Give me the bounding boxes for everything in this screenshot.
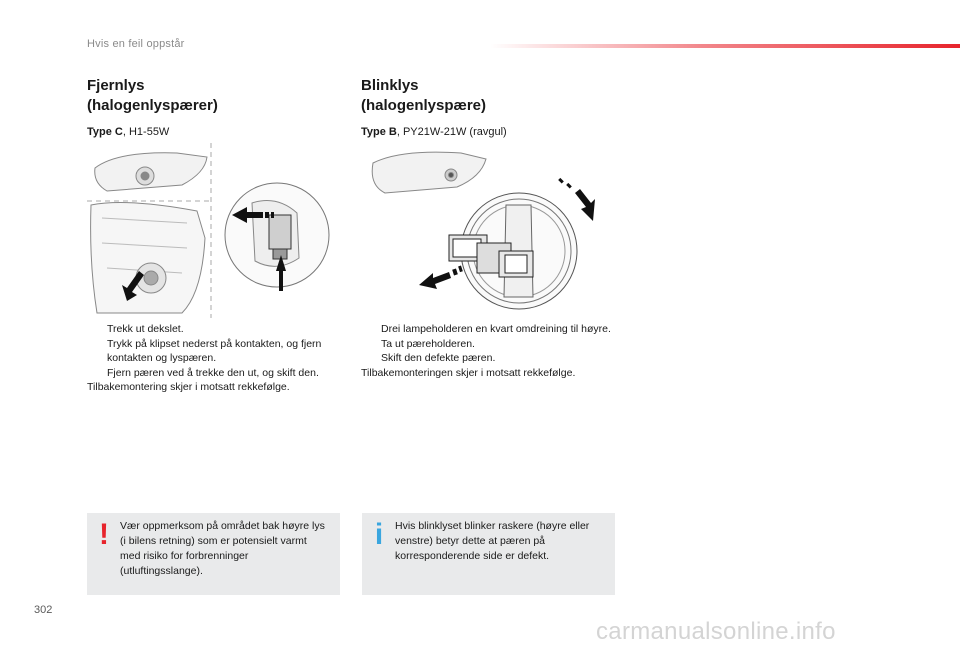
step-item [87,322,342,337]
indicator-illustration [361,143,611,318]
info-note [362,513,615,595]
title-line-1: Fjernlys [87,77,145,94]
info-icon: i [374,518,384,551]
step-text: Fjern pæren ved å trekke den ut, og skift den. [107,366,319,379]
info-text: Hvis blinklyset blinker raskere (høyre eller venstre) betyr dette at pæren på korresponderende side er defekt. [395,520,590,562]
step-item [87,366,342,381]
bulb-type-spec: , H1-55W [122,126,170,138]
step-text: Skift den defekte pæren. [381,352,496,364]
title-line-1: Blinklys [361,77,419,94]
step-text: Trykk på klipset nederst på kontakten, og fjern kontakten og lyspæren. [107,337,322,364]
section-high-beam [87,76,342,138]
step-item [87,337,342,366]
bulb-type-line [361,126,616,138]
step-text: Ta ut pæreholderen. [381,337,475,350]
high-beam-steps [87,322,342,395]
title-line-2: (halogenlyspære) [361,97,487,114]
bulb-type-line [87,126,342,138]
section-indicator [361,76,616,138]
title-line-2: (halogenlyspærer) [87,97,218,114]
header-accent-bar [490,44,960,48]
warning-icon: ! [99,518,109,551]
bulb-type-spec: , PY21W-21W (ravgul) [396,126,507,138]
step-item [361,351,616,366]
step-text: Drei lampeholderen en kvart omdreining til høyre. [381,323,611,335]
reassembly-note: Tilbakemonteringen skjer i motsatt rekkefølge. [361,366,576,379]
high-beam-illustration [87,143,337,318]
warning-text: Vær oppmerksom på området bak høyre lys (i bilens retning) som er potensielt varmt med risiko for forbrenninger (utluftingsslange). [120,520,325,577]
bulb-type-label: Type C [87,126,123,138]
warning-note [87,513,340,595]
step-text: Trekk ut dekslet. [107,323,184,335]
indicator-steps [361,322,616,380]
header-title: Hvis en feil oppstår [87,38,185,50]
section-title-high-beam [87,76,342,116]
page-number: 302 [34,604,53,616]
step-item [361,322,616,337]
step-item [361,337,616,352]
bulb-type-label: Type B [361,126,397,138]
reassembly-note: Tilbakemontering skjer i motsatt rekkefølge. [87,381,290,393]
section-title-indicator [361,76,616,116]
watermark: carmanualsonline.info [596,618,836,645]
